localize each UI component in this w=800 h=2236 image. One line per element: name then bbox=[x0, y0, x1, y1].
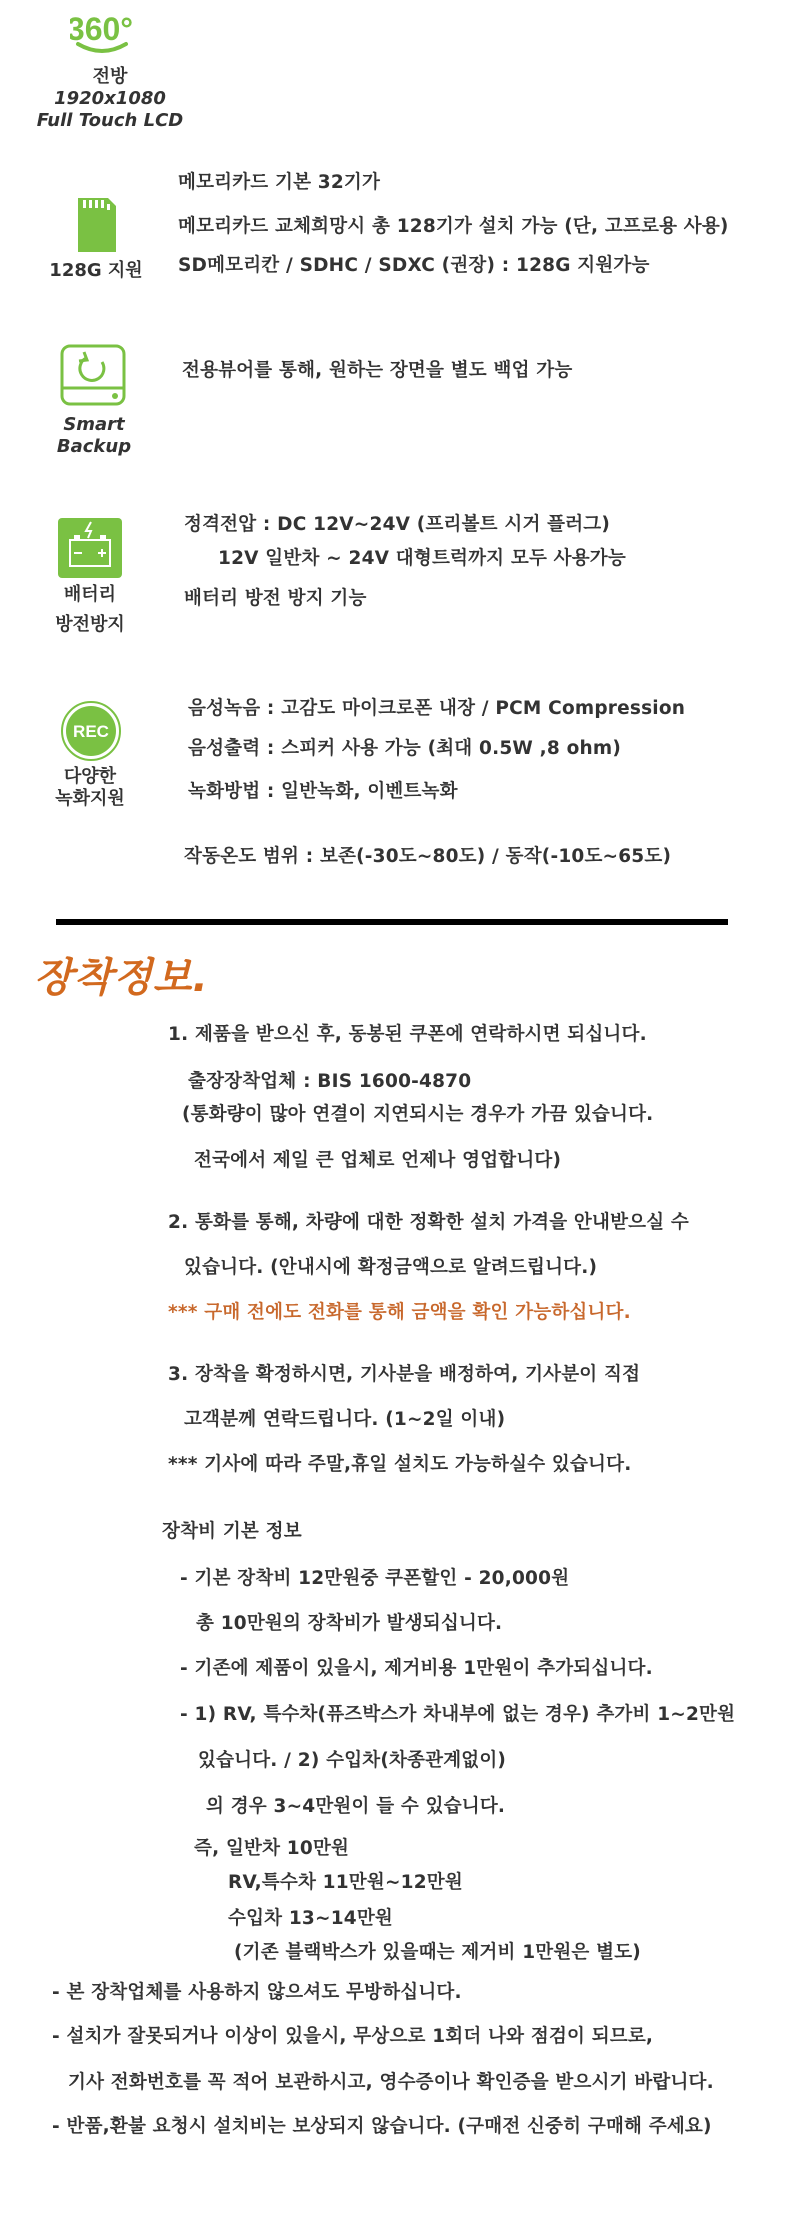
install-line: 총 10만원의 장착비가 발생되십니다. bbox=[196, 1613, 503, 1634]
backup-icon-label bbox=[34, 414, 154, 458]
install-line: (통화량이 많아 연결이 지연되시는 경우가 가끔 있습니다. bbox=[182, 1104, 654, 1125]
label-line: 방전방지 bbox=[55, 614, 125, 635]
spec-recording-line: 작동온도 범위 : 보존(-30도~80도) / 동작(-10도~65도) bbox=[184, 846, 672, 867]
label-line: 녹화지원 bbox=[55, 788, 125, 809]
install-line: 전국에서 제일 큰 업체로 언제나 영업합니다) bbox=[194, 1150, 562, 1171]
sd-card-icon bbox=[74, 196, 118, 254]
spec-battery-line: 12V 일반차 ~ 24V 대형트럭까지 모두 사용가능 bbox=[218, 548, 626, 569]
label-line: Backup bbox=[56, 436, 132, 457]
rec-glyph: REC bbox=[73, 722, 109, 741]
install-line: 고객분께 연락드립니다. (1~2일 이내) bbox=[184, 1409, 506, 1430]
spec-memory-line: SD메모리칸 / SDHC / SDXC (권장) : 128G 지원가능 bbox=[178, 255, 650, 276]
spec-recording-line: 녹화방법 : 일반녹화, 이벤트녹화 bbox=[188, 781, 458, 802]
install-line: (기존 블랙박스가 있을때는 제거비 1만원은 별도) bbox=[234, 1942, 641, 1963]
spec-recording-line: 음성출력 : 스피커 사용 가능 (최대 0.5W ,8 ohm) bbox=[188, 738, 621, 759]
spec-backup-line: 전용뷰어를 통해, 원하는 장면을 별도 백업 가능 bbox=[182, 360, 573, 381]
install-line: 2. 통화를 통해, 차량에 대한 정확한 설치 가격을 안내받으실 수 bbox=[168, 1212, 690, 1233]
install-line: RV,특수차 11만원~12만원 bbox=[228, 1872, 463, 1893]
install-line: 출장장착업체 : BIS 1600-4870 bbox=[188, 1071, 472, 1092]
install-line: *** 기사에 따라 주말,휴일 설치도 가능하실수 있습니다. bbox=[168, 1454, 632, 1475]
spec-battery-line: 배터리 방전 방지 기능 bbox=[184, 588, 367, 609]
backup-drive-icon bbox=[58, 344, 128, 408]
label-line: Full Touch LCD bbox=[36, 110, 184, 131]
label-line: Smart bbox=[63, 414, 125, 435]
install-line: - 본 장착업체를 사용하지 않으셔도 무방하십니다. bbox=[52, 1982, 462, 2003]
rec-icon bbox=[60, 700, 122, 762]
install-line: 있습니다. (안내시에 확정금액으로 알려드립니다.) bbox=[184, 1257, 598, 1278]
spec-memory-line: 메모리카드 교체희망시 총 128기가 설치 가능 (단, 고프로용 사용) bbox=[178, 216, 729, 237]
install-note-line: *** 구매 전에도 전화를 통해 금액을 확인 가능하십니다. bbox=[168, 1302, 631, 1323]
sd-card-icon-label bbox=[36, 260, 156, 282]
label-line: 1920x1080 bbox=[54, 88, 166, 109]
install-line: - 기존에 제품이 있을시, 제거비용 1만원이 추가되십니다. bbox=[180, 1658, 653, 1679]
label-line: 전방 bbox=[92, 66, 128, 87]
battery-icon-label bbox=[30, 584, 150, 636]
install-line: 1. 제품을 받으신 후, 동봉된 쿠폰에 연락하시면 되십니다. bbox=[168, 1024, 647, 1045]
battery-icon bbox=[58, 518, 122, 578]
spec-memory-line: 메모리카드 기본 32기가 bbox=[178, 172, 381, 193]
install-title: 장착정보. bbox=[34, 955, 209, 1001]
install-line: 의 경우 3~4만원이 들 수 있습니다. bbox=[206, 1796, 506, 1817]
label-line: 배터리 bbox=[63, 584, 117, 605]
spec-battery-line: 정격전압 : DC 12V~24V (프리볼트 시거 플러그) bbox=[184, 514, 611, 535]
install-line: - 설치가 잘못되거나 이상이 있을시, 무상으로 1회더 나와 점검이 되므로, bbox=[52, 2026, 654, 2047]
section-divider bbox=[56, 919, 728, 925]
360-icon-label bbox=[20, 66, 200, 132]
install-subheading: 장착비 기본 정보 bbox=[162, 1521, 302, 1542]
install-line: - 반품,환불 요청시 설치비는 보상되지 않습니다. (구매전 신중히 구매해 주세요) bbox=[52, 2116, 712, 2137]
spec-recording-line: 음성녹음 : 고감도 마이크로폰 내장 / PCM Compression bbox=[188, 698, 686, 719]
360-icon bbox=[70, 4, 134, 56]
install-line: - 1) RV, 특수차(퓨즈박스가 차내부에 없는 경우) 추가비 1~2만원 bbox=[180, 1704, 736, 1725]
install-line: - 기본 장착비 12만원중 쿠폰할인 - 20,000원 bbox=[180, 1568, 570, 1589]
label-line: 다양한 bbox=[63, 766, 117, 787]
install-line: 있습니다. / 2) 수입차(차종관계없이) bbox=[198, 1750, 507, 1771]
360-glyph: 360° bbox=[70, 11, 134, 47]
label-line: 128G 지원 bbox=[49, 260, 143, 281]
install-line: 수입차 13~14만원 bbox=[228, 1908, 393, 1929]
install-line: 기사 전화번호를 꼭 적어 보관하시고, 영수증이나 확인증을 받으시기 바랍니다. bbox=[68, 2072, 714, 2093]
rec-icon-label bbox=[30, 766, 150, 810]
install-line: 즉, 일반차 10만원 bbox=[194, 1838, 350, 1859]
install-line: 3. 장착을 확정하시면, 기사분을 배정하여, 기사분이 직접 bbox=[168, 1364, 641, 1385]
